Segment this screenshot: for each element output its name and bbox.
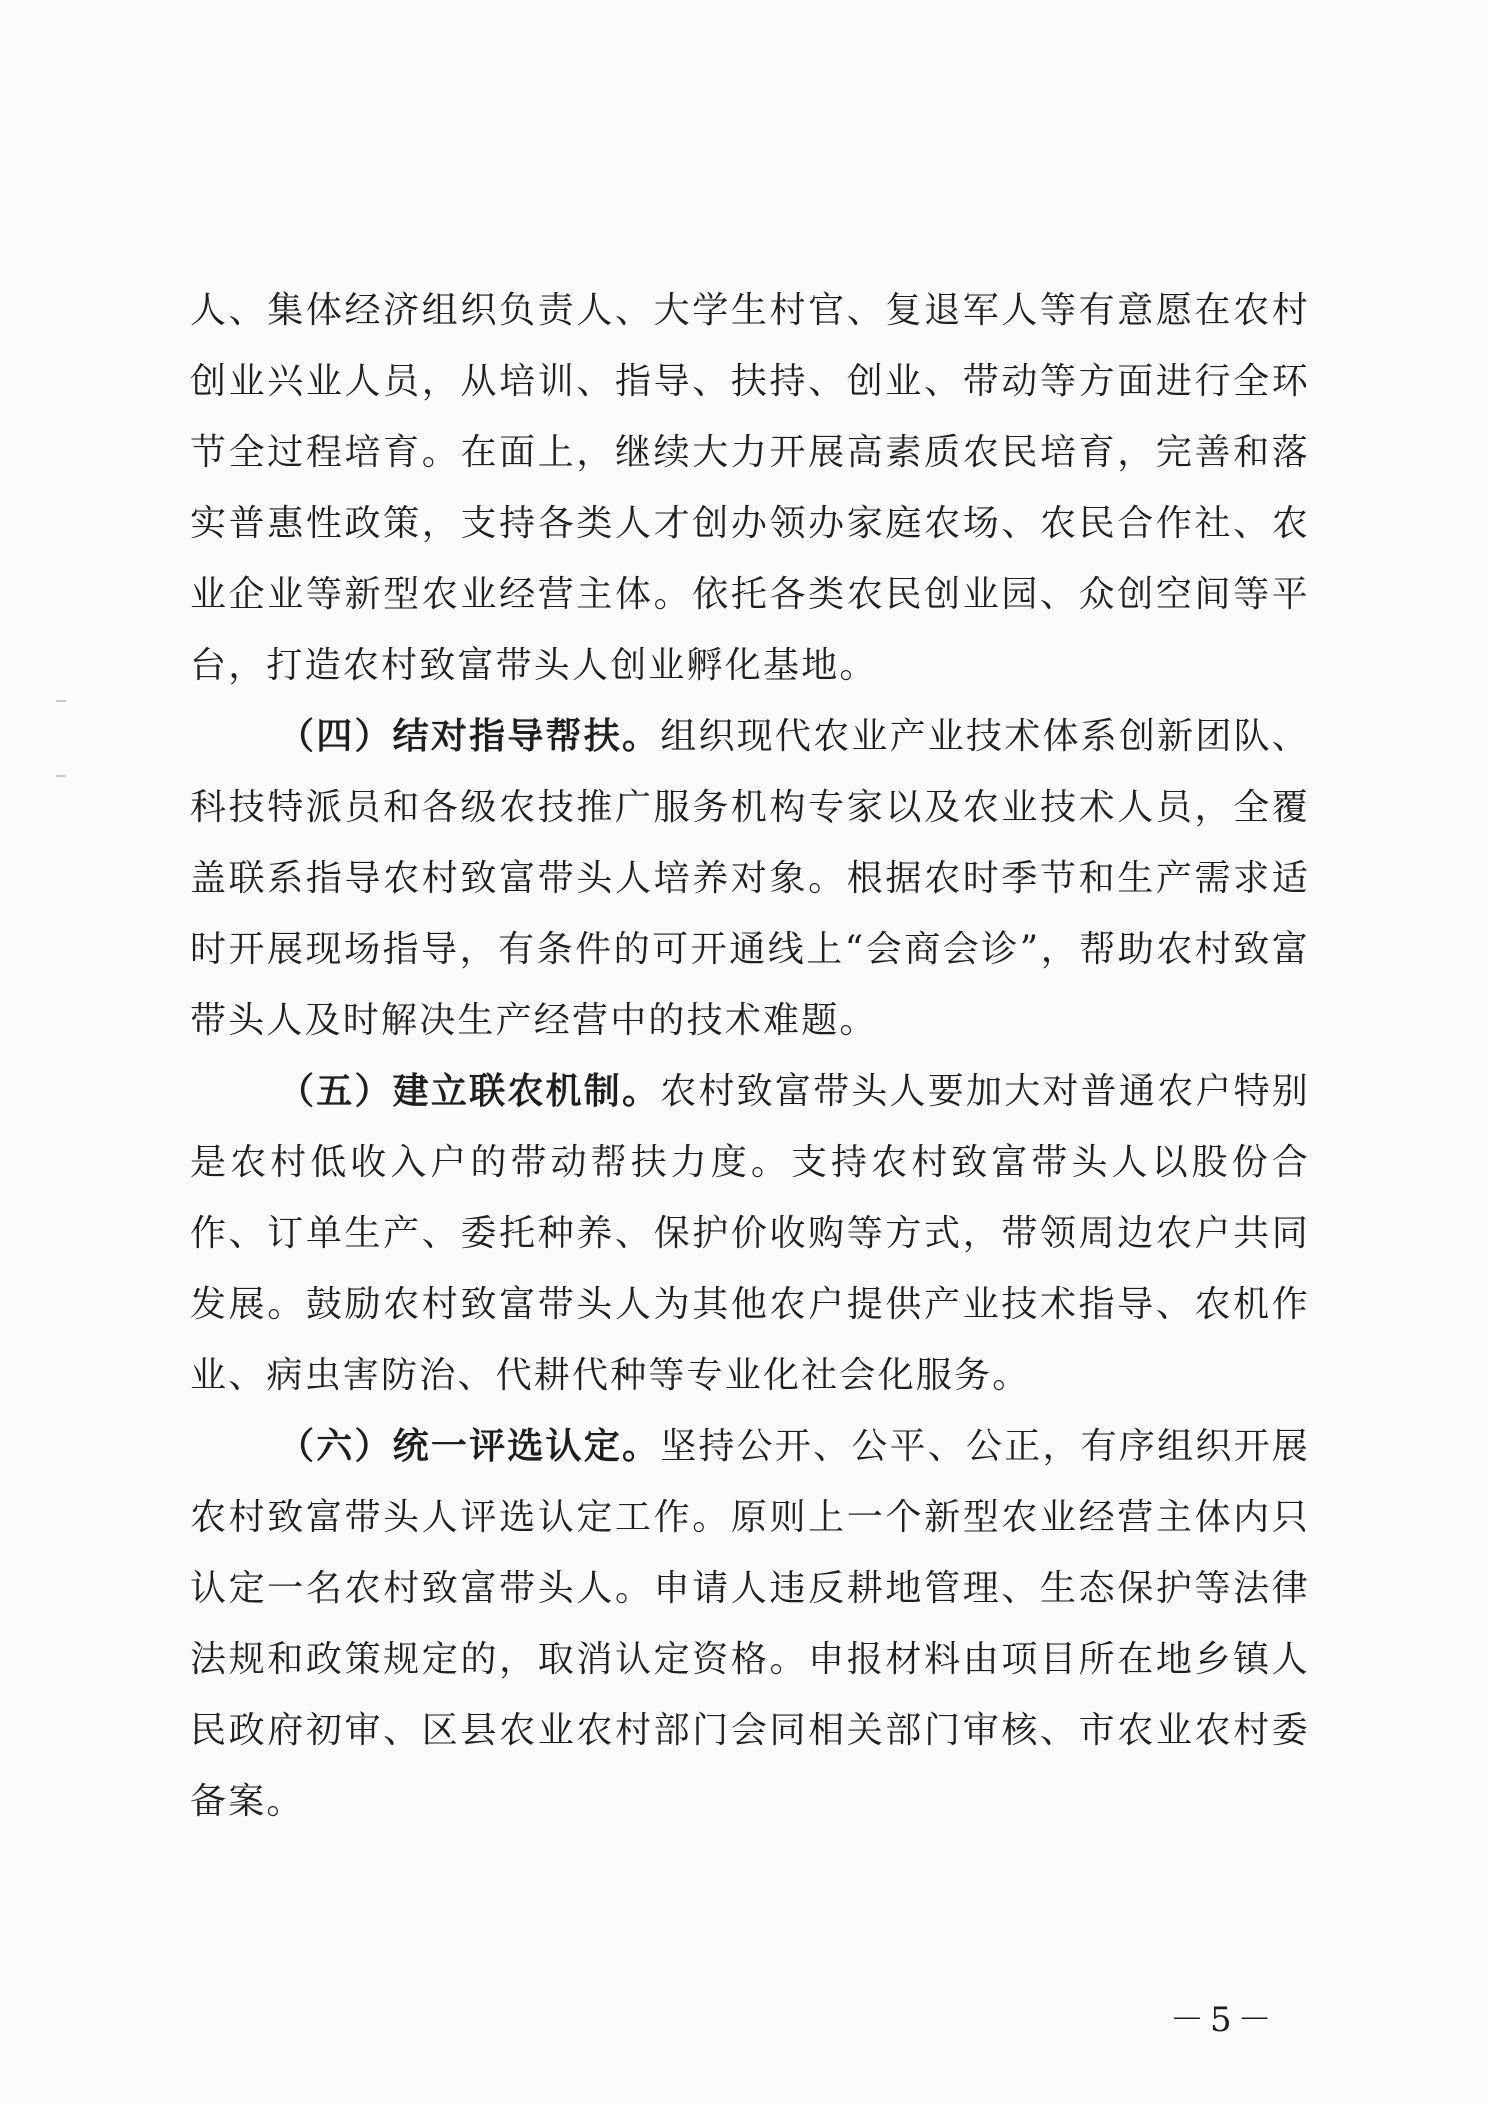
- page-number: －5－: [1170, 2000, 1278, 2040]
- paragraph-section-5: [190, 1056, 1310, 1411]
- paragraph-text: 组织现代农业产业技术体系创新团队、科技特派员和各级农技推广服务机构专家以及农业技术人员，全覆盖联系指导农村致富带头人培养对象。根据农时季节和生产需求适时开展现场指导，有条件的可开通线上“会商会诊”，帮助农村致富带头人及时解决生产经营中的技术难题。: [190, 716, 1310, 1041]
- section-heading: （四）结对指导帮扶。: [278, 715, 661, 757]
- section-heading: （五）建立联农机制。: [278, 1070, 661, 1112]
- paragraph-text: 人、集体经济组织负责人、大学生村官、复退军人等有意愿在农村创业兴业人员，从培训、指导、扶持、创业、带动等方面进行全环节全过程培育。在面上，继续大力开展高素质农民培育，完善和落实普惠性政策，支持各类人才创办领办家庭农场、农民合作社、农业企业等新型农业经营主体。依托各类农民创业园、众创空间等平台，打造农村致富带头人创业孵化基地。: [190, 290, 1310, 686]
- paragraph-text: 坚持公开、公平、公正，有序组织开展农村致富带头人评选认定工作。原则上一个新型农业经营主体内只认定一名农村致富带头人。申请人违反耕地管理、生态保护等法律法规和政策规定的，取消认定资格。申报材料由项目所在地乡镇人民政府初审、区县农业农村部门会同相关部门审核、市农业农村委备案。: [190, 1426, 1310, 1822]
- section-heading: （六）统一评选认定。: [278, 1425, 661, 1467]
- document-body: [190, 275, 1310, 1837]
- paragraph-text: 农村致富带头人要加大对普通农户特别是农村低收入户的带动帮扶力度。支持农村致富带头人以股份合作、订单生产、委托种养、保护价收购等方式，带领周边农户共同发展。鼓励农村致富带头人为其他农户提供产业技术指导、农机作业、病虫害防治、代耕代种等专业化社会化服务。: [190, 1071, 1310, 1396]
- paragraph-continuation: [190, 275, 1310, 701]
- paragraph-section-6: [190, 1411, 1310, 1837]
- scan-mark: [56, 775, 66, 777]
- scan-mark: [56, 700, 66, 702]
- paragraph-section-4: [190, 701, 1310, 1056]
